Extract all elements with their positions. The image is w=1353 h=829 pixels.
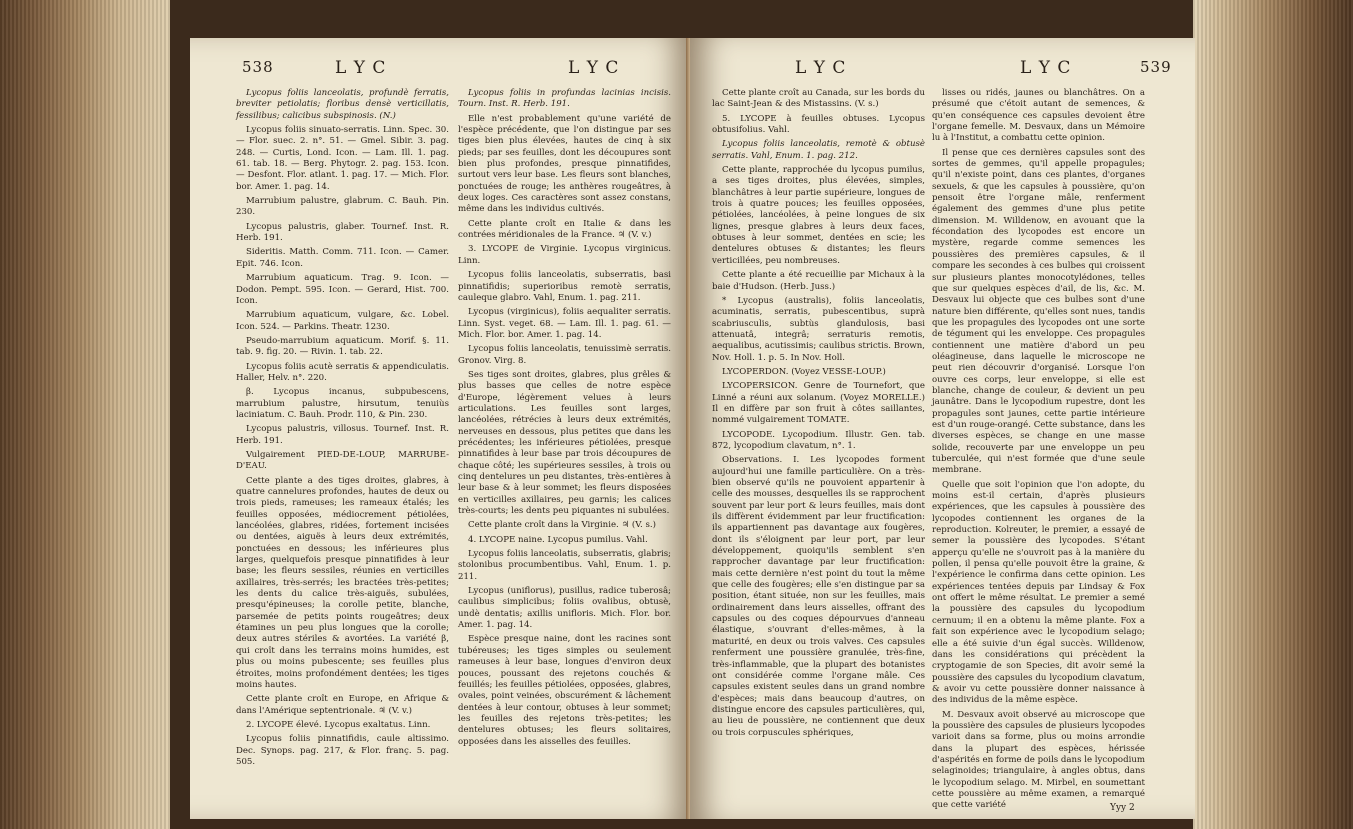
paragraph: 3. LYCOPE de Virginie. Lycopus virginicus. Linn. (458, 244, 671, 266)
paragraph: Lycopus foliis lanceolatis, tenuissimè serratis. Gronov. Virg. 8. (458, 344, 671, 366)
paragraph: Lycopus palustris, glaber. Tournef. Inst. R. Herb. 191. (236, 221, 449, 244)
signature-mark: Yyy 2 (1110, 803, 1135, 813)
paragraph: lisses ou ridés, jaunes ou blanchâtres. On a présumé que c'étoit autant de semences, & qu'en conséquence ces capsules devoient être l'organe femelle. M. Desvaux, dans un Mémoire lu à l'Institut, a combattu cette opinion. (932, 88, 1145, 144)
paragraph: Cette plante a été recueillie par Michaux à la baie d'Hudson. (Herb. Juss.) (712, 270, 925, 292)
paragraph: Sideritis. Matth. Comm. 711. Icon. — Camer. Epit. 746. Icon. (236, 247, 449, 269)
paragraph: LYCOPODE. Lycopodium. Illustr. Gen. tab. 872, lycopodium clavatum, n°. 1. (712, 429, 925, 451)
paragraph: Marrubium aquaticum. Trag. 9. Icon. — Dodon. Pempt. 595. Icon. — Gerard, Hist. 700. Icon. (236, 273, 449, 306)
paragraph: Espèce presque naine, dont les racines sont tubéreuses; les tiges simples ou seulement rameuses à leur base, longues d'environ deux pouces, poussant des rejetons couchés & feuillés; les feuilles pétiolées, opposées, glabres, ovales, point veinées, obscurément & lâchement dentées à leur contour, obtuses à leur sommet; les feuilles des rejetons très-petites; les dentelures obtuses; les fleurs solitaires, opposées dans les aisselles des feuilles. (458, 634, 671, 747)
paragraph: 5. LYCOPE à feuilles obtuses. Lycopus obtusifolius. Vahl. (712, 113, 925, 136)
page-number-right: 539 (1140, 58, 1172, 76)
paragraph: Elle n'est probablement qu'une variété de l'espèce précédente, que l'on distingue par ses tiges bien plus élevées, hautes de cinq à six pieds; par ses feuilles, dont les découpures sont bien plus profondes, presque pinnatifides, surtout vers leur base. Les fleurs sont blanches, ponctuées de rouge; les anthères rougeâtres, à deux loges. Ces caractères sont assez constans, même dans les individus cultivés. (458, 113, 671, 215)
right-page (690, 38, 1195, 819)
running-head-left-1: L Y C (335, 58, 387, 78)
paragraph: Lycopus foliis in profundas lacinias incisis. Tourn. Inst. R. Herb. 191. (458, 88, 671, 110)
left-page-column-2 (458, 88, 671, 751)
paragraph: Lycopus foliis acutè serratis & appendiculatis. Haller, Helv. n°. 220. (236, 361, 449, 383)
paragraph: Quelle que soit l'opinion que l'on adopte, du moins est-il certain, d'après plusieurs expériences, que les capsules à poussière des lycopodes contiennent les organes de la reproduction. Kolreuter, le premier, a essayé de semer la poussière des lycopodes. S'étant apperçu qu'elle ne s'ouvroit pas à la manière du pollen, il pensa qu'elle pouvoit être la graine, & l'expérience le confirma dans cette opinion. Les expériences tentées depuis par Lindsay & Fox ont offert le même résultat. Le premier a semé la poussière des capsules du lycopodium cernuum; il en a obtenu la même plante. Fox a fait son expérience avec le lycopodium selago; elle a été suivie d'un égal succès. Willdenow, dans les considérations qui précèdent la cryptogamie de son Species, dit avoir semé la poussière des capsules du lycopodium clavatum, & avoir vu cette poussière donner naissance à des individus de la même espèce. (932, 479, 1145, 706)
paragraph: Pseudo-marrubium aquaticum. Morif. §. 11. tab. 9. fig. 20. — Rivin. 1. tab. 22. (236, 335, 449, 358)
paragraph: Cette plante a des tiges droites, glabres, à quatre cannelures profondes, hautes de deux ou trois pieds, rameuses; les rameaux étalés; les feuilles opposées, médiocrement pétiolées, lancéolées, glabres, ridées, fortement incisées ou dentées, aiguës à leurs deux extrémités, ponctuées en dessous; les inférieures plus larges, quelquefois presque pinnatifides à leur base; les fleurs sessiles, réunies en verticilles axillaires, très-serrés; les bractées très-petites; les dents du calice très-aiguës, subulées, presqu'épineuses; la corolle petite, blanche, parsemée de petits points rougeâtres; deux étamines un peu plus longues que la corolle; deux autres stériles & avortées. La variété β, qui croît dans les terrains moins humides, est plus ou moins pubescente; ses feuilles plus étroites, moins profondément dentées; les tiges moins hautes. (236, 475, 449, 690)
paragraph: β. Lycopus incanus, subpubescens, marrubium palustre, hirsutum, tenuiùs laciniatum. C. Bauh. Prodr. 110, & Pin. 230. (236, 387, 449, 420)
left-page-column-1 (236, 88, 449, 771)
paragraph: Il pense que ces dernières capsules sont des sortes de gemmes, qu'il appelle propagules; qu'il n'existe point, dans ces plantes, d'organes sexuels, & que les capsules à poussière, qu'on pensoit être l'organe mâle, renferment également des gemmes d'une plus petite dimension. M. Willdenow, en avouant que la fécondation des lycopodes est encore un mystère, regarde comme semences les poussières des premières capsules, & il compare les secondes à ces bulbes qui croissent sur plusieurs plantes monocotylédones, telles que sur quelques espèces d'ail, de lis, &c. M. Desvaux lui objecte que ces bulbes sont d'une nature bien différente, qu'elles sont nues, tandis que les propagules des lycopodes ont une sorte de tégument qui les enveloppe. Ces propagules contiennent une matière d'abord un peu oléagineuse, dans laquelle le microscope ne peut rien découvrir d'organisé. Lorsque l'on ouvre ces corps, leur enveloppe, si elle est blanche, change de couleur, & devient un peu jaunâtre. Dans le lycopodium rupestre, dont les propagules sont jaunes, cette partie intérieure est d'un rouge-orangé. Cette substance, dans les diverses espèces, se change en une masse solide, recouverte par une enveloppe un peu tuberculée, qui n'est formée que d'une seule membrane. (932, 147, 1145, 476)
paragraph: Lycopus foliis sinuato-serratis. Linn. Spec. 30. — Flor. suec. 2. n°. 51. — Gmel. Sibir. 3. pag. 248. — Curtis, Lond. Icon. — Lam. Ill. 1. pag. 61. tab. 18. — Berg. Phytogr. 2. pag. 153. Icon. — Desfont. Flor. atlant. 1. pag. 17. — Mich. Flor. bor. Amer. 1. pag. 14. (236, 125, 449, 192)
paragraph: 4. LYCOPE naine. Lycopus pumilus. Vahl. (468, 534, 648, 545)
running-head-left-2: L Y C (568, 58, 620, 78)
paragraph: Lycopus palustris, villosus. Tournef. Inst. R. Herb. 191. (236, 424, 449, 446)
paragraph: Cette plante, rapprochée du lycopus pumilus, a ses tiges droites, plus élevées, simples, blanchâtres à leur partie supérieure, longues de trois à quatre pouces; les feuilles opposées, pétiolées, lancéolées, à peine longues de six lignes, presque glabres à leurs deux faces, obtuses à leur sommet, dentées en scie; les dentelures obtuses & distantes; les fleurs verticillées, peu nombreuses. (712, 165, 925, 266)
paragraph: Vulgairement PIED-DE-LOUP, MARRUBE-D'EAU. (236, 449, 449, 472)
paragraph: Lycopus (uniflorus), pusillus, radice tuberosâ; caulibus simplicibus; foliis ovalibus, obtusè, undè dentatis; axillis unifloris. Mich. Flor. bor. Amer. 1. pag. 14. (458, 586, 671, 631)
paragraph: Cette plante croît en Europe, en Afrique & dans l'Amérique septentrionale. ♃ (V. v.) (236, 694, 449, 716)
paragraph: Cette plante croît en Italie & dans les contrées méridionales de la France. ♃ (V. v.) (458, 218, 671, 241)
paragraph: Lycopus (virginicus), foliis aequaliter serratis. Linn. Syst. veget. 68. — Lam. Ill. 1. pag. 61. — Mich. Flor. bor. Amer. 1. pag. 14. (458, 307, 671, 340)
left-page (190, 38, 690, 819)
paragraph: 2. LYCOPE élevé. Lycopus exaltatus. Linn. (246, 719, 431, 730)
paragraph: Cette plante croît au Canada, sur les bords du lac Saint-Jean & des Mistassins. (V. s.) (712, 88, 925, 110)
right-page-column-1 (712, 88, 925, 742)
paragraph: Lycopus foliis lanceolatis, subserratis, glabris; stolonibus procumbentibus. Vahl, Enum. 1. p. 211. (458, 549, 671, 582)
book-edge-left (0, 0, 170, 829)
book-edge-right (1193, 0, 1353, 829)
paragraph: Marrubium aquaticum, vulgare, &c. Lobel. Icon. 524. — Parkins. Theatr. 1230. (236, 310, 449, 332)
running-head-right-2: L Y C (1020, 58, 1072, 78)
paragraph: Lycopus foliis lanceolatis, remotè & obtusè serratis. Vahl, Enum. 1. pag. 212. (712, 139, 925, 161)
paragraph: LYCOPERDON. (Voyez VESSE-LOUP.) (722, 366, 886, 377)
paragraph: LYCOPERSICON. Genre de Tournefort, que Linné a réuni aux solanum. (Voyez MORELLE.) Il en diffère par son fruit à côtes saillantes, nommé vulgairement TOMATE. (712, 381, 925, 426)
paragraph: Lycopus foliis lanceolatis, subserratis, basi pinnatifidis; superioribus remotè serratis, cauleque glabro. Vahl, Enum. 1. pag. 211. (458, 270, 671, 303)
paragraph: Ses tiges sont droites, glabres, plus grêles & plus basses que celles de notre espèce d'Europe, légèrement velues à leurs articulations. Les feuilles sont larges, lancéolées, rétrécies à leurs deux extrémités, nerveuses en dessous, plus petites que dans les précédentes; les inférieures pétiolées, presque pinnatifides à leur base par trois découpures de chaque côté; les supérieures sessiles, à trois ou cinq dentelures un peu distantes, très-entières à leur base & à leur sommet; les fleurs disposées en verticilles axillaires, peu garnis; les calices très-courts; les dents peu piquantes ni subulées. (458, 369, 671, 517)
paragraph: M. Desvaux avoit observé au microscope que la poussière des capsules de plusieurs lycopodes varioit dans sa forme, plus ou moins arrondie dans la plupart des espèces, hérissée d'aspérités en forme de poils dans le lycopodium selaginoides; triangulaire, à angles obtus, dans le lycopodium selago. M. Mirbel, en soumettant cette poussière au même examen, a remarqué que cette variété (932, 709, 1146, 811)
right-page-column-2 (932, 88, 1145, 815)
paragraph: * Lycopus (australis), foliis lanceolatis, acuminatis, serratis, pubescentibus, suprà scabriusculis, subtùs glandulosis, basi attenuatâ, integrâ; serraturis remotis, aequalibus, acutissimis; caulibus strictis. Brown, Nov. Holl. 1. p. 5. In Nov. Holl. (712, 295, 925, 363)
page-number-left: 538 (242, 58, 274, 76)
running-head-right-1: L Y C (795, 58, 847, 78)
paragraph: Lycopus foliis pinnatifidis, caule altissimo. Dec. Synops. pag. 217, & Flor. franç. 5. pag. 505. (236, 734, 449, 767)
paragraph: Cette plante croît dans la Virginie. ♃ (V. s.) (468, 520, 656, 531)
paragraph: Lycopus foliis lanceolatis, profundè ferratis, breviter petiolatis; floribus densè verticillatis, fessilibus; calicibus subspinosis. (N.) (236, 88, 449, 121)
paragraph: Marrubium palustre, glabrum. C. Bauh. Pin. 230. (236, 196, 449, 218)
paragraph: Observations. I. Les lycopodes forment aujourd'hui une famille particulière. On a très-bien observé qu'ils ne pouvoient appartenir à celle des mousses, desquelles ils se rapprochent souvent par leur port & leurs feuilles, mais dont ils diffèrent évidemment par leur fructification: ils appartiennent pas davantage aux fougères, dont ils s'éloignent par leur port, par leur développement, quoiqu'ils semblent s'en rapprocher davantage par leur fructification: mais cette dernière n'est point du tout la même que celle des fougères; elle s'en distingue par sa position, étant située, non sur les feuilles, mais ordinairement dans leurs aisselles, offrant des capsules ou des coques dépourvues d'anneau élastique, s'ouvrant d'elles-mêmes, à la maturité, en deux ou trois valves. Ces capsules renferment une poussière granulée, très-fine, très-inflammable, que la plupart des botanistes ont considérée comme l'organe mâle. Ces capsules existent seules dans un grand nombre d'espèces; mais dans beaucoup d'autres, on distingue encore des capsules particulières, qui, au lieu de poussière, ne contiennent que deux ou trois corpuscules sphériques, (712, 455, 925, 738)
